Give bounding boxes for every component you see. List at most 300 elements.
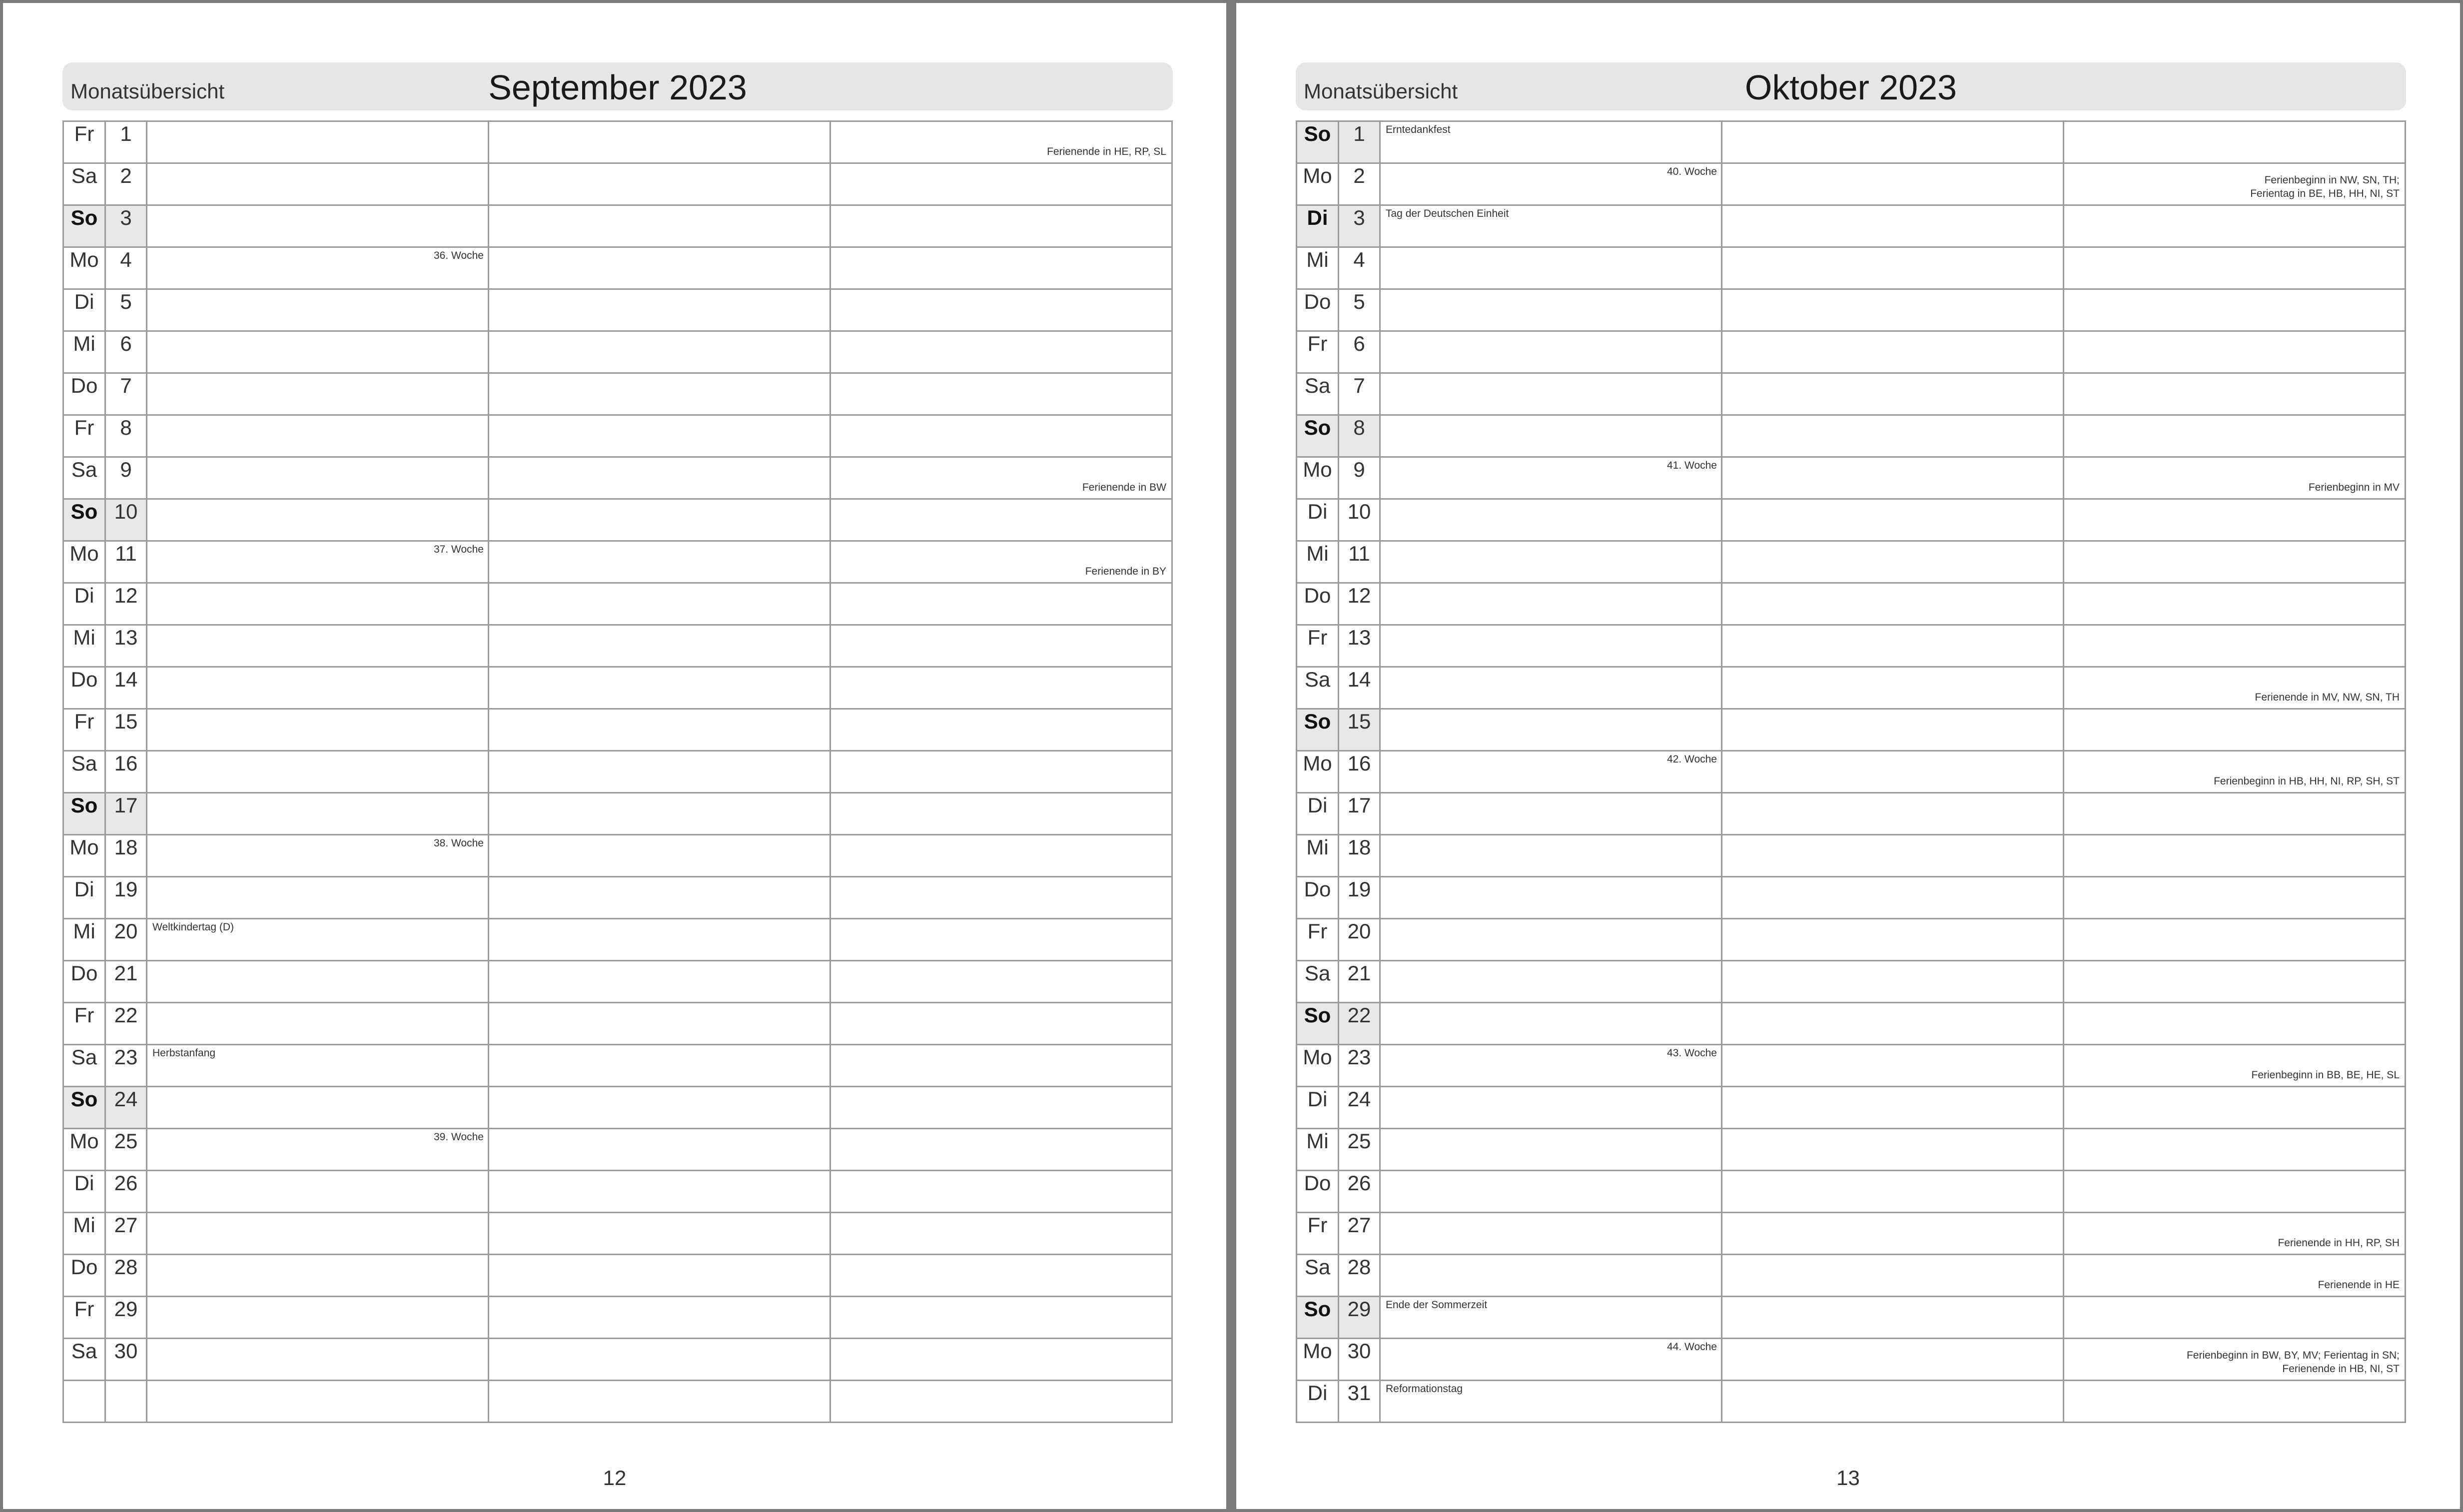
entry-cell[interactable] xyxy=(2064,1213,2406,1255)
holiday-note: Ferienbeginn in NW, SN, TH; Ferientag in BE, HB, HH, NI, ST xyxy=(2250,174,2400,199)
entry-cell[interactable] xyxy=(489,331,830,373)
entry-cell[interactable] xyxy=(147,373,489,415)
day-row xyxy=(1297,373,2406,415)
entry-cell[interactable] xyxy=(1722,289,2064,331)
day-number-cell: 13 xyxy=(105,625,147,667)
entry-cell[interactable] xyxy=(489,667,830,709)
entry-cell[interactable] xyxy=(489,751,830,793)
entry-cell[interactable] xyxy=(1722,205,2064,247)
day-number-cell: 6 xyxy=(105,331,147,373)
entry-cell[interactable] xyxy=(1722,1171,2064,1213)
day-number-cell: 16 xyxy=(105,751,147,793)
weekday-cell: Mi xyxy=(63,919,105,961)
day-number-cell: 13 xyxy=(1339,625,1380,667)
day-row xyxy=(1297,1171,2406,1213)
entry-cell[interactable] xyxy=(489,373,830,415)
entry-cell[interactable] xyxy=(830,415,1172,457)
entry-cell[interactable] xyxy=(147,499,489,541)
day-number-cell: 10 xyxy=(105,499,147,541)
entry-cell[interactable] xyxy=(489,247,830,289)
header-subtitle: Monatsübersicht xyxy=(70,79,225,103)
month-title: September 2023 xyxy=(488,68,747,107)
day-row xyxy=(1297,163,2406,205)
entry-cell[interactable] xyxy=(1722,1003,2064,1045)
weekday-cell: Di xyxy=(63,583,105,625)
day-row xyxy=(63,415,1172,457)
event-label: Ende der Sommerzeit xyxy=(1386,1299,1488,1311)
entry-cell[interactable] xyxy=(147,1045,489,1087)
entry-cell[interactable] xyxy=(830,457,1172,499)
page-number: 12 xyxy=(603,1466,627,1490)
entry-cell[interactable] xyxy=(830,793,1172,835)
entry-cell[interactable] xyxy=(1722,163,2064,205)
entry-cell[interactable] xyxy=(830,373,1172,415)
entry-cell[interactable] xyxy=(830,625,1172,667)
entry-cell[interactable] xyxy=(489,709,830,751)
weekday-cell: Fr xyxy=(1297,1213,1339,1255)
entry-cell[interactable] xyxy=(2064,1171,2406,1213)
weekday-cell: Do xyxy=(63,373,105,415)
entry-cell[interactable] xyxy=(2064,499,2406,541)
weekday-cell: Sa xyxy=(1297,961,1339,1003)
entry-cell[interactable] xyxy=(2064,1045,2406,1087)
entry-cell[interactable] xyxy=(830,163,1172,205)
entry-cell[interactable] xyxy=(147,1381,489,1423)
week-number-label: 43. Woche xyxy=(1666,1047,1717,1059)
entry-cell[interactable] xyxy=(489,1255,830,1297)
entry-cell[interactable] xyxy=(2064,1339,2406,1381)
entry-cell[interactable] xyxy=(1722,331,2064,373)
entry-cell[interactable] xyxy=(1380,163,1722,205)
entry-cell[interactable] xyxy=(147,205,489,247)
entry-cell[interactable] xyxy=(1380,541,1722,583)
day-row xyxy=(63,1045,1172,1087)
entry-cell[interactable] xyxy=(830,1087,1172,1129)
weekday-cell: Di xyxy=(63,289,105,331)
entry-cell[interactable] xyxy=(2064,289,2406,331)
entry-cell[interactable] xyxy=(147,247,489,289)
entry-cell[interactable] xyxy=(489,163,830,205)
weekday-cell: Do xyxy=(1297,877,1339,919)
entry-cell[interactable] xyxy=(2064,919,2406,961)
day-number-cell: 29 xyxy=(105,1297,147,1339)
entry-cell[interactable] xyxy=(147,625,489,667)
entry-cell[interactable] xyxy=(2064,1129,2406,1171)
entry-cell[interactable] xyxy=(2064,1255,2406,1297)
day-row xyxy=(63,1381,1172,1423)
weekday-cell: Di xyxy=(63,1171,105,1213)
day-row xyxy=(1297,247,2406,289)
entry-cell[interactable] xyxy=(147,1213,489,1255)
week-number-label: 41. Woche xyxy=(1666,460,1717,471)
day-row xyxy=(63,331,1172,373)
week-number-label: 37. Woche xyxy=(433,544,484,555)
day-row xyxy=(63,667,1172,709)
entry-cell[interactable] xyxy=(147,709,489,751)
entry-cell[interactable] xyxy=(830,1255,1172,1297)
entry-cell[interactable] xyxy=(830,1339,1172,1381)
weekday-cell: Sa xyxy=(63,1045,105,1087)
entry-cell[interactable] xyxy=(147,1171,489,1213)
day-row xyxy=(1297,877,2406,919)
weekday-cell: Mo xyxy=(1297,1045,1339,1087)
day-row xyxy=(1297,541,2406,583)
entry-cell[interactable] xyxy=(1722,961,2064,1003)
weekday-cell: Do xyxy=(1297,1171,1339,1213)
entry-cell[interactable] xyxy=(2064,373,2406,415)
weekday-cell: Sa xyxy=(63,751,105,793)
entry-cell[interactable] xyxy=(830,1297,1172,1339)
entry-cell[interactable] xyxy=(147,331,489,373)
day-number-cell: 19 xyxy=(1339,877,1380,919)
entry-cell[interactable] xyxy=(830,1003,1172,1045)
entry-cell[interactable] xyxy=(489,121,830,163)
entry-cell[interactable] xyxy=(147,877,489,919)
entry-cell[interactable] xyxy=(830,919,1172,961)
entry-cell[interactable] xyxy=(489,919,830,961)
entry-cell[interactable] xyxy=(1380,709,1722,751)
weekday-cell: Mi xyxy=(63,625,105,667)
entry-cell[interactable] xyxy=(489,793,830,835)
entry-cell[interactable] xyxy=(489,583,830,625)
day-row xyxy=(1297,919,2406,961)
entry-cell[interactable] xyxy=(1380,1045,1722,1087)
weekday-cell: So xyxy=(63,1087,105,1129)
entry-cell[interactable] xyxy=(1722,1297,2064,1339)
entry-cell[interactable] xyxy=(489,1003,830,1045)
entry-cell[interactable] xyxy=(147,667,489,709)
weekday-cell: Di xyxy=(1297,1381,1339,1423)
entry-cell[interactable] xyxy=(2064,163,2406,205)
entry-cell[interactable] xyxy=(147,1003,489,1045)
day-row xyxy=(1297,1003,2406,1045)
entry-cell[interactable] xyxy=(489,1045,830,1087)
weekday-cell: Di xyxy=(1297,793,1339,835)
day-number-cell: 3 xyxy=(1339,205,1380,247)
week-number-label: 39. Woche xyxy=(433,1131,484,1143)
entry-cell[interactable] xyxy=(2064,751,2406,793)
day-number-cell: 4 xyxy=(1339,247,1380,289)
entry-cell[interactable] xyxy=(489,1087,830,1129)
entry-cell[interactable] xyxy=(830,709,1172,751)
day-number-cell: 27 xyxy=(1339,1213,1380,1255)
day-row xyxy=(63,121,1172,163)
weekday-cell: Sa xyxy=(1297,667,1339,709)
entry-cell[interactable] xyxy=(1380,877,1722,919)
entry-cell[interactable] xyxy=(147,1129,489,1171)
day-number-cell: 2 xyxy=(105,163,147,205)
weekday-cell: Mo xyxy=(1297,751,1339,793)
entry-cell[interactable] xyxy=(1722,1339,2064,1381)
entry-cell[interactable] xyxy=(830,1129,1172,1171)
entry-cell[interactable] xyxy=(1722,373,2064,415)
month-table xyxy=(1296,120,2406,1423)
day-row xyxy=(63,205,1172,247)
entry-cell[interactable] xyxy=(2064,541,2406,583)
entry-cell[interactable] xyxy=(1722,1045,2064,1087)
entry-cell[interactable] xyxy=(830,961,1172,1003)
holiday-note: Ferienbeginn in HB, HH, NI, RP, SH, ST xyxy=(2214,775,2400,787)
day-number-cell: 30 xyxy=(1339,1339,1380,1381)
entry-cell[interactable] xyxy=(1380,751,1722,793)
entry-cell[interactable] xyxy=(2064,709,2406,751)
entry-cell[interactable] xyxy=(1380,415,1722,457)
entry-cell[interactable] xyxy=(489,961,830,1003)
week-number-label: 42. Woche xyxy=(1666,754,1717,765)
entry-cell[interactable] xyxy=(2064,331,2406,373)
entry-cell[interactable] xyxy=(2064,205,2406,247)
day-number-cell: 9 xyxy=(1339,457,1380,499)
day-row xyxy=(63,289,1172,331)
day-row xyxy=(1297,1381,2406,1423)
weekday-cell: Do xyxy=(63,961,105,1003)
entry-cell[interactable] xyxy=(1722,415,2064,457)
entry-cell[interactable] xyxy=(1380,667,1722,709)
entry-cell[interactable] xyxy=(2064,835,2406,877)
entry-cell[interactable] xyxy=(147,457,489,499)
entry-cell[interactable] xyxy=(489,1297,830,1339)
entry-cell[interactable] xyxy=(1722,709,2064,751)
entry-cell[interactable] xyxy=(1722,625,2064,667)
entry-cell[interactable] xyxy=(1380,961,1722,1003)
entry-cell[interactable] xyxy=(1722,877,2064,919)
entry-cell[interactable] xyxy=(1380,1381,1722,1423)
entry-cell[interactable] xyxy=(489,415,830,457)
entry-cell[interactable] xyxy=(1722,1129,2064,1171)
entry-cell[interactable] xyxy=(1722,793,2064,835)
entry-cell[interactable] xyxy=(1380,121,1722,163)
entry-cell[interactable] xyxy=(1380,373,1722,415)
entry-cell[interactable] xyxy=(2064,961,2406,1003)
entry-cell[interactable] xyxy=(1380,247,1722,289)
entry-cell[interactable] xyxy=(2064,121,2406,163)
entry-cell[interactable] xyxy=(2064,667,2406,709)
entry-cell[interactable] xyxy=(1722,751,2064,793)
entry-cell[interactable] xyxy=(489,1213,830,1255)
entry-cell[interactable] xyxy=(830,751,1172,793)
entry-cell[interactable] xyxy=(1722,499,2064,541)
day-number-cell: 23 xyxy=(105,1045,147,1087)
entry-cell[interactable] xyxy=(489,877,830,919)
day-row xyxy=(1297,1087,2406,1129)
entry-cell[interactable] xyxy=(1722,247,2064,289)
entry-cell[interactable] xyxy=(147,751,489,793)
weekday-cell: So xyxy=(1297,121,1339,163)
day-number-cell: 22 xyxy=(105,1003,147,1045)
day-row xyxy=(1297,289,2406,331)
entry-cell[interactable] xyxy=(147,835,489,877)
day-row xyxy=(63,1129,1172,1171)
entry-cell[interactable] xyxy=(489,1129,830,1171)
entry-cell[interactable] xyxy=(830,1213,1172,1255)
day-number-cell: 1 xyxy=(105,121,147,163)
weekday-cell: Mo xyxy=(63,247,105,289)
day-number-cell: 26 xyxy=(1339,1171,1380,1213)
entry-cell[interactable] xyxy=(147,1087,489,1129)
entry-cell[interactable] xyxy=(1722,541,2064,583)
entry-cell[interactable] xyxy=(147,919,489,961)
entry-cell[interactable] xyxy=(147,793,489,835)
day-number-cell: 12 xyxy=(1339,583,1380,625)
entry-cell[interactable] xyxy=(1380,1213,1722,1255)
entry-cell[interactable] xyxy=(830,667,1172,709)
day-row xyxy=(63,835,1172,877)
month-header xyxy=(62,62,1173,110)
entry-cell[interactable] xyxy=(2064,877,2406,919)
weekday-cell: So xyxy=(1297,709,1339,751)
entry-cell[interactable] xyxy=(1380,583,1722,625)
entry-cell[interactable] xyxy=(1722,121,2064,163)
weekday-cell: Mo xyxy=(63,541,105,583)
entry-cell[interactable] xyxy=(147,1339,489,1381)
entry-cell[interactable] xyxy=(830,1045,1172,1087)
week-number-label: 44. Woche xyxy=(1666,1341,1717,1353)
entry-cell[interactable] xyxy=(2064,1087,2406,1129)
entry-cell[interactable] xyxy=(1722,1087,2064,1129)
entry-cell[interactable] xyxy=(830,289,1172,331)
entry-cell[interactable] xyxy=(1380,499,1722,541)
event-label: Erntedankfest xyxy=(1386,124,1451,135)
day-row xyxy=(63,1087,1172,1129)
entry-cell[interactable] xyxy=(830,1171,1172,1213)
entry-cell[interactable] xyxy=(1722,835,2064,877)
entry-cell[interactable] xyxy=(1380,1339,1722,1381)
weekday-cell: So xyxy=(1297,415,1339,457)
entry-cell[interactable] xyxy=(147,289,489,331)
entry-cell[interactable] xyxy=(2064,1003,2406,1045)
entry-cell[interactable] xyxy=(1380,793,1722,835)
entry-cell[interactable] xyxy=(1380,1171,1722,1213)
entry-cell[interactable] xyxy=(830,541,1172,583)
day-number-cell: 29 xyxy=(1339,1297,1380,1339)
entry-cell[interactable] xyxy=(489,289,830,331)
entry-cell[interactable] xyxy=(1380,1297,1722,1339)
entry-cell[interactable] xyxy=(1722,457,2064,499)
entry-cell[interactable] xyxy=(147,961,489,1003)
day-row xyxy=(63,163,1172,205)
entry-cell[interactable] xyxy=(2064,793,2406,835)
entry-cell[interactable] xyxy=(2064,1381,2406,1423)
entry-cell[interactable] xyxy=(1380,331,1722,373)
entry-cell[interactable] xyxy=(489,541,830,583)
weekday-cell: Fr xyxy=(63,121,105,163)
holiday-note: Ferienende in BY xyxy=(1085,566,1166,577)
entry-cell[interactable] xyxy=(830,499,1172,541)
entry-cell[interactable] xyxy=(830,835,1172,877)
entry-cell[interactable] xyxy=(2064,457,2406,499)
entry-cell[interactable] xyxy=(489,835,830,877)
day-number-cell: 17 xyxy=(105,793,147,835)
entry-cell[interactable] xyxy=(489,457,830,499)
entry-cell[interactable] xyxy=(147,1297,489,1339)
entry-cell[interactable] xyxy=(1722,667,2064,709)
day-row xyxy=(63,961,1172,1003)
event-label: Weltkindertag (D) xyxy=(152,921,234,933)
entry-cell[interactable] xyxy=(1380,835,1722,877)
day-row xyxy=(1297,709,2406,751)
entry-cell[interactable] xyxy=(830,247,1172,289)
entry-cell[interactable] xyxy=(147,121,489,163)
entry-cell[interactable] xyxy=(489,205,830,247)
entry-cell[interactable] xyxy=(830,1381,1172,1423)
day-number-cell: 20 xyxy=(1339,919,1380,961)
page-number: 13 xyxy=(1836,1466,1860,1490)
entry-cell[interactable] xyxy=(1380,457,1722,499)
entry-cell[interactable] xyxy=(1722,919,2064,961)
day-number-cell: 7 xyxy=(105,373,147,415)
entry-cell[interactable] xyxy=(2064,415,2406,457)
entry-cell[interactable] xyxy=(147,163,489,205)
day-row xyxy=(1297,205,2406,247)
entry-cell[interactable] xyxy=(489,1339,830,1381)
header-subtitle: Monatsübersicht xyxy=(1304,79,1458,103)
entry-cell[interactable] xyxy=(1722,1381,2064,1423)
day-number-cell: 26 xyxy=(105,1171,147,1213)
holiday-note: Ferienende in MV, NW, SN, TH xyxy=(2255,692,2400,703)
weekday-cell: Mo xyxy=(1297,1339,1339,1381)
entry-cell[interactable] xyxy=(1380,919,1722,961)
day-row xyxy=(63,499,1172,541)
entry-cell[interactable] xyxy=(830,331,1172,373)
entry-cell[interactable] xyxy=(147,583,489,625)
day-number-cell: 27 xyxy=(105,1213,147,1255)
entry-cell[interactable] xyxy=(1380,1129,1722,1171)
entry-cell[interactable] xyxy=(1722,1213,2064,1255)
event-label: Tag der Deutschen Einheit xyxy=(1386,208,1509,219)
day-number-cell: 14 xyxy=(105,667,147,709)
entry-cell[interactable] xyxy=(1380,205,1722,247)
entry-cell[interactable] xyxy=(489,1381,830,1423)
entry-cell[interactable] xyxy=(830,877,1172,919)
entry-cell[interactable] xyxy=(1380,1255,1722,1297)
entry-cell[interactable] xyxy=(1380,289,1722,331)
day-row xyxy=(1297,1339,2406,1381)
entry-cell[interactable] xyxy=(830,121,1172,163)
day-number-cell: 12 xyxy=(105,583,147,625)
entry-cell[interactable] xyxy=(830,205,1172,247)
month-title: Oktober 2023 xyxy=(1744,68,1957,107)
entry-cell[interactable] xyxy=(1380,625,1722,667)
day-row xyxy=(63,625,1172,667)
weekday-cell: Sa xyxy=(1297,373,1339,415)
entry-cell[interactable] xyxy=(489,499,830,541)
entry-cell[interactable] xyxy=(2064,625,2406,667)
day-number-cell: 22 xyxy=(1339,1003,1380,1045)
entry-cell[interactable] xyxy=(2064,247,2406,289)
entry-cell[interactable] xyxy=(1722,583,2064,625)
month-table xyxy=(62,120,1173,1423)
entry-cell[interactable] xyxy=(147,1255,489,1297)
day-number-cell: 19 xyxy=(105,877,147,919)
day-number-cell: 9 xyxy=(105,457,147,499)
entry-cell[interactable] xyxy=(2064,1297,2406,1339)
entry-cell[interactable] xyxy=(489,625,830,667)
entry-cell[interactable] xyxy=(147,541,489,583)
entry-cell[interactable] xyxy=(830,583,1172,625)
weekday-cell: Do xyxy=(63,667,105,709)
month-header xyxy=(1296,62,2406,110)
entry-cell[interactable] xyxy=(1380,1003,1722,1045)
entry-cell[interactable] xyxy=(147,415,489,457)
day-number-cell: 28 xyxy=(1339,1255,1380,1297)
entry-cell[interactable] xyxy=(1722,1255,2064,1297)
day-row xyxy=(63,1003,1172,1045)
weekday-cell: Fr xyxy=(63,1003,105,1045)
entry-cell[interactable] xyxy=(1380,1087,1722,1129)
event-label: Herbstanfang xyxy=(152,1047,216,1059)
entry-cell[interactable] xyxy=(489,1171,830,1213)
entry-cell[interactable] xyxy=(2064,583,2406,625)
